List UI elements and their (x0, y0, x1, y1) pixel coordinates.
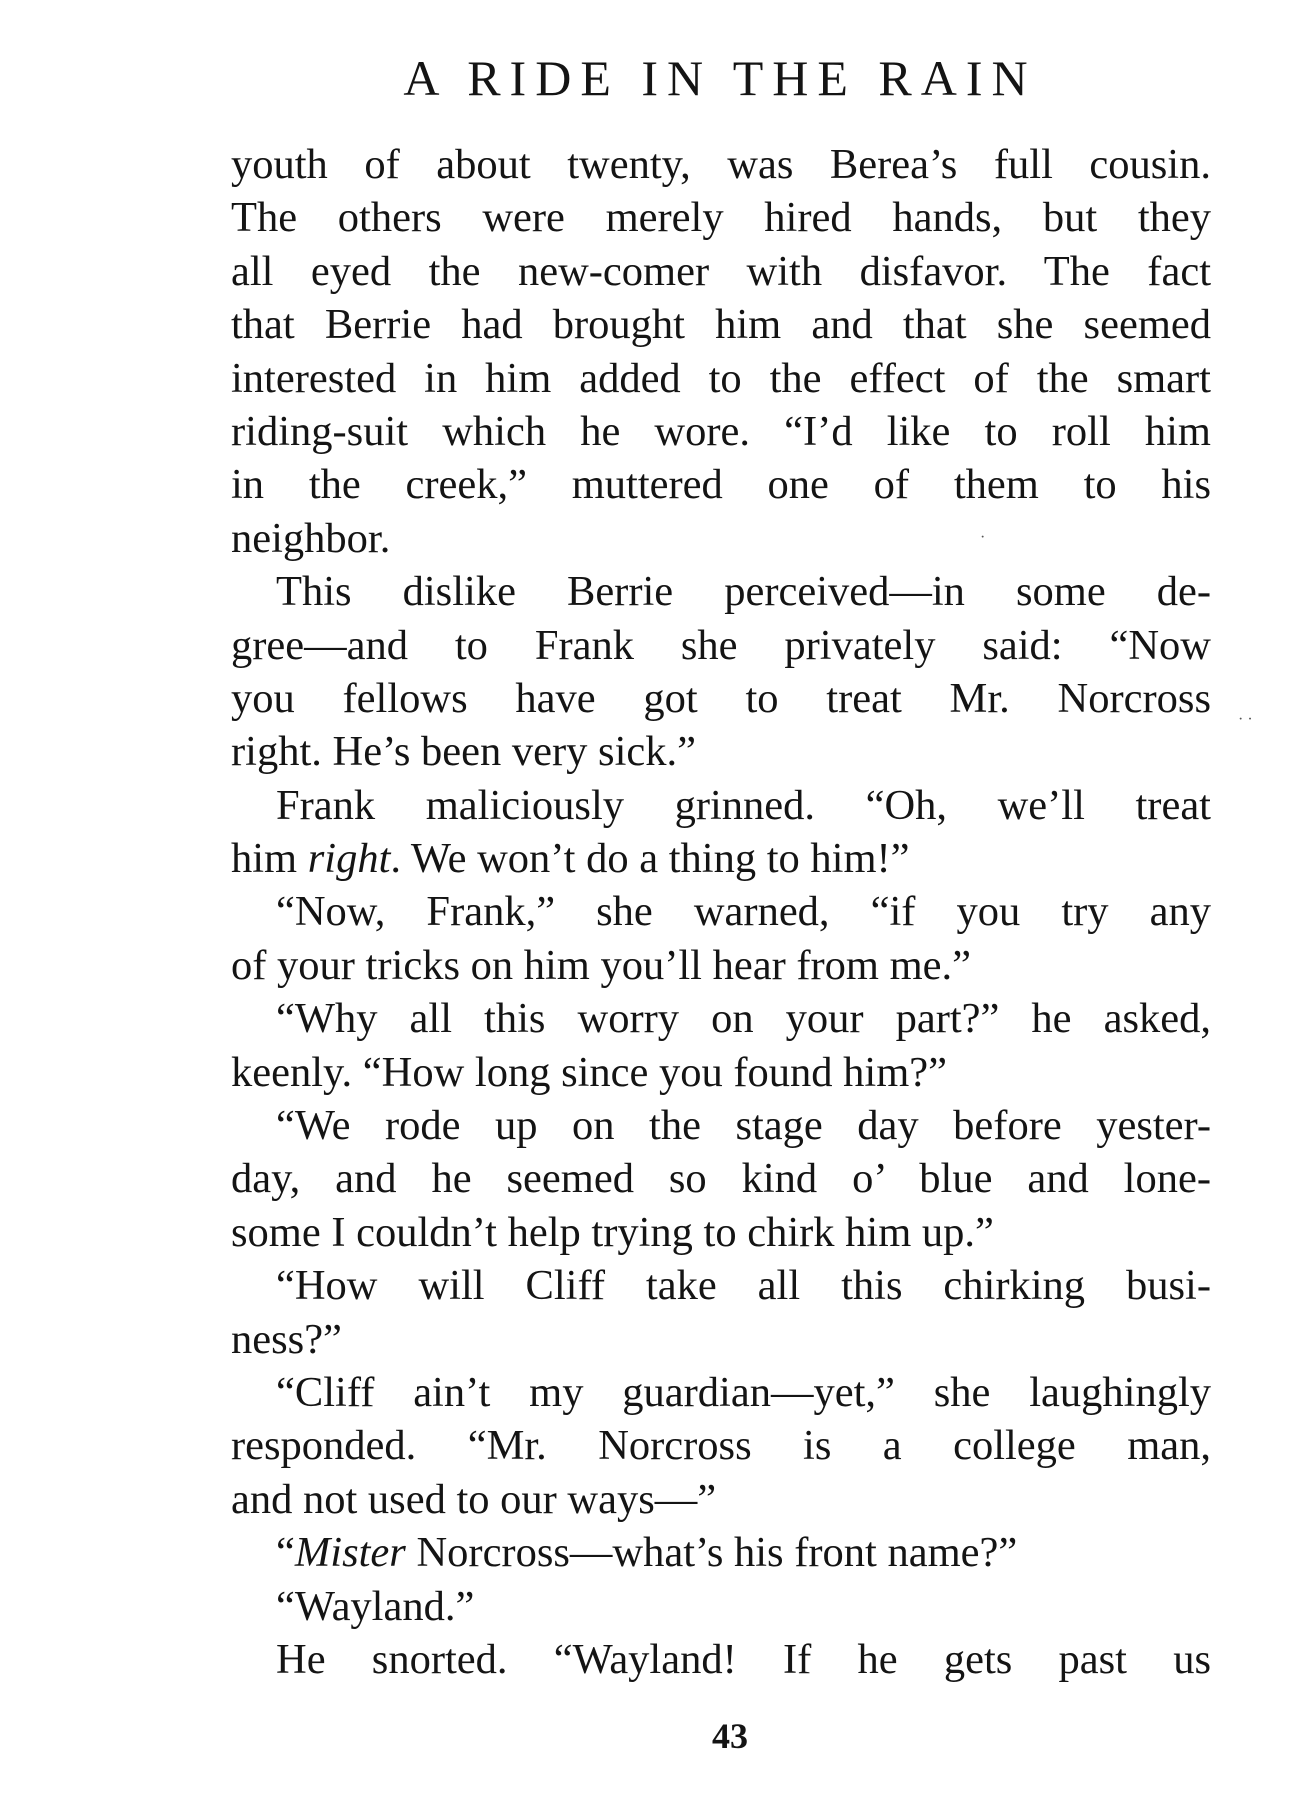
text-line: “How will Cliff take all this chirking busi- (276, 1262, 1211, 1310)
text-line: The others were merely hired hands, but they (231, 194, 1211, 242)
text-line: neighbor. (231, 514, 391, 562)
ink-speck: · (980, 529, 986, 546)
text-line: “We rode up on the stage day before yester- (276, 1102, 1211, 1150)
text-line: in the creek,” muttered one of them to his (231, 461, 1211, 509)
page-number: 43 (712, 1716, 748, 1756)
text-line: “Cliff ain’t my guardian—yet,” she laughingly (276, 1368, 1211, 1416)
text-line: responded. “Mr. Norcross is a college man, (231, 1422, 1211, 1470)
body-text (231, 138, 1211, 1686)
italic-word: right (307, 835, 391, 883)
italic-word: Mister (294, 1529, 406, 1577)
text-line: and not used to our ways—” (231, 1475, 717, 1523)
text-line: right. He’s been very sick.” (231, 728, 696, 776)
text-line: interested in him added to the effect of the smart (231, 354, 1211, 402)
text-line: “Now, Frank,” she warned, “if you try any (276, 888, 1211, 936)
text-line: This dislike Berrie perceived—in some de- (276, 568, 1211, 616)
text-line: of your tricks on him you’ll hear from me.” (231, 941, 972, 989)
text-line: him right. We won’t do a thing to him!” (231, 835, 910, 883)
text-line: “Wayland.” (276, 1582, 475, 1630)
text-line: Frank maliciously grinned. “Oh, we’ll treat (276, 781, 1211, 829)
ink-speck: · · (1238, 711, 1253, 728)
text-line: some I couldn’t help trying to chirk him up.” (231, 1208, 994, 1256)
running-head: A RIDE IN THE RAIN (403, 50, 1037, 106)
text-line: He snorted. “Wayland! If he gets past us (276, 1635, 1211, 1683)
text-line: ness?” (231, 1315, 342, 1363)
text-line: all eyed the new-comer with disfavor. The fact (231, 247, 1211, 295)
text-line: that Berrie had brought him and that she seemed (231, 301, 1211, 349)
text-line: “Why all this worry on your part?” he asked, (276, 995, 1211, 1043)
text-line: day, and he seemed so kind o’ blue and lone- (231, 1155, 1211, 1203)
text-line: you fellows have got to treat Mr. Norcross (231, 674, 1211, 722)
text-line: youth of about twenty, was Berea’s full cousin. (231, 141, 1211, 188)
text-line: riding-suit which he wore. “I’d like to roll him (231, 407, 1211, 455)
text-line: “Mister Norcross—what’s his front name?” (276, 1529, 1018, 1577)
text-line: keenly. “How long since you found him?” (231, 1048, 948, 1096)
text-line: gree—and to Frank she privately said: “Now (231, 621, 1211, 669)
